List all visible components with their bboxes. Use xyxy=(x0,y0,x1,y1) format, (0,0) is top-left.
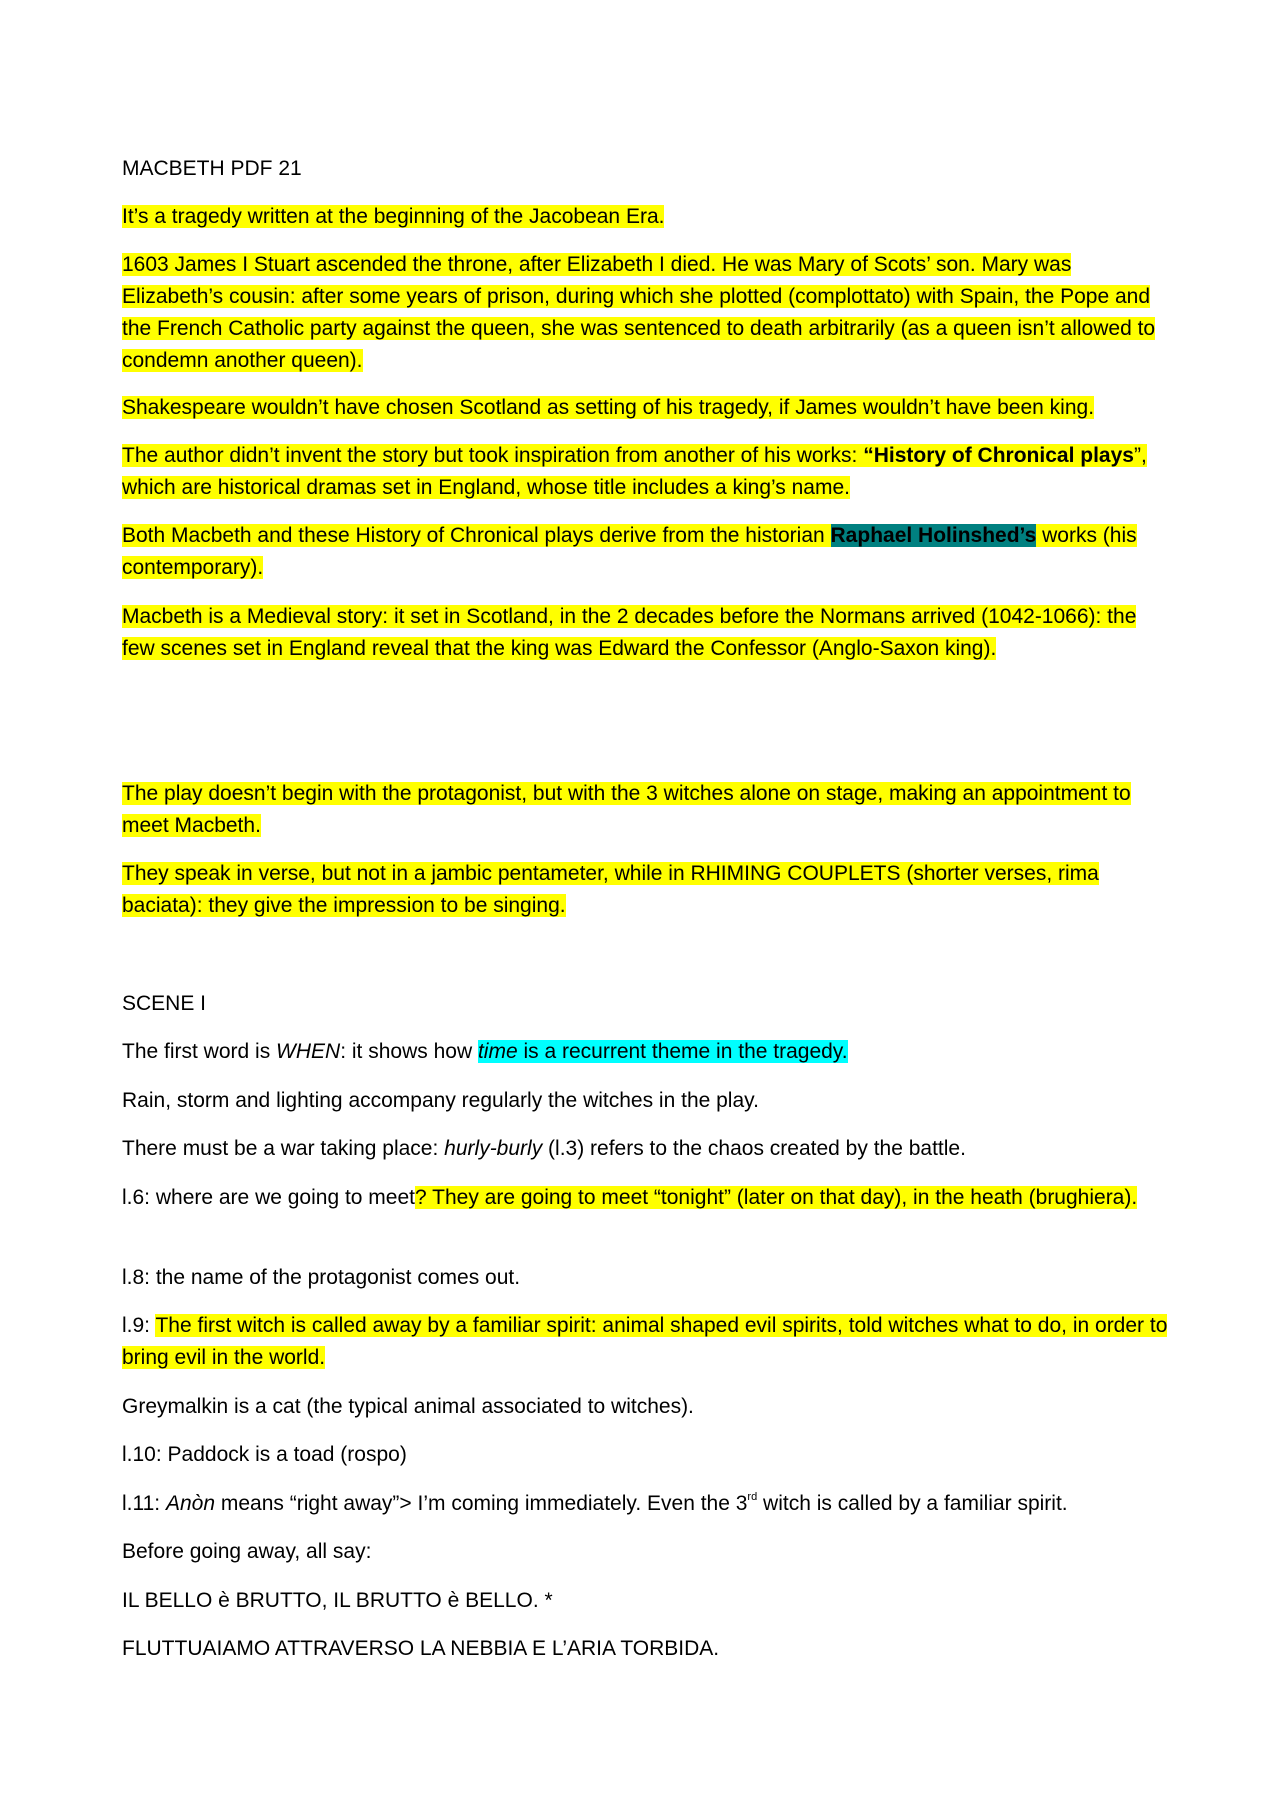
scene-first-word xyxy=(122,1036,1172,1068)
intro-p3-text: Shakespeare wouldn’t have chosen Scotland as setting of his tragedy, if James wouldn’t have been king. xyxy=(122,396,1095,419)
witches-paragraph-2 xyxy=(122,858,1172,922)
intro-p4-bold: “History of Chronical plays xyxy=(863,444,1134,467)
document-title xyxy=(122,153,1172,185)
intro-p5-holinshed: Raphael Holinshed’s xyxy=(830,524,1037,547)
intro-p4-text-b: ”, which are historical dramas set in England, whose title includes a king’s name. xyxy=(122,444,1147,499)
witches-p2-text: They speak in verse, but not in a jambic pentameter, while in RHIMING COUPLETS (shorter verses, rima baciata): they give the impression to be singing. xyxy=(122,862,1099,917)
scene-line-8 xyxy=(122,1262,1172,1294)
quote1-text: IL BELLO è BRUTTO, IL BRUTTO è BELLO. * xyxy=(122,1589,553,1612)
scene-heading xyxy=(122,988,1172,1020)
war-hurly-burly: hurly-burly xyxy=(444,1137,543,1160)
first-text-a: The first word is xyxy=(122,1040,277,1063)
l11-text-c: witch is called by a familiar spirit. xyxy=(757,1492,1068,1515)
war-text-a: There must be a war taking place: xyxy=(122,1137,445,1160)
scene-line-10 xyxy=(122,1439,1172,1471)
scene-quote-2 xyxy=(122,1633,1172,1665)
first-text-c: is a recurrent theme in the tragedy. xyxy=(517,1040,848,1063)
scene-rain xyxy=(122,1085,1172,1117)
grey-text: Greymalkin is a cat (the typical animal associated to witches). xyxy=(122,1395,694,1418)
l9-text-a: l.9: xyxy=(122,1314,156,1337)
intro-p4-text-a: The author didn’t invent the story but took inspiration from another of his works: xyxy=(122,444,864,467)
first-time: time xyxy=(477,1040,518,1063)
l9-text-b: The first witch is called away by a familiar spirit: animal shaped evil spirits, told witches what to do, in order to bring evil in the world. xyxy=(122,1314,1168,1369)
l11-text-a: l.11: xyxy=(122,1492,166,1515)
before-text: Before going away, all say: xyxy=(122,1540,372,1563)
scene-heading-text: SCENE I xyxy=(122,992,207,1015)
intro-paragraph-3 xyxy=(122,392,1172,424)
quote2-text: FLUTTUAIAMO ATTRAVERSO LA NEBBIA E L’ARIA TORBIDA. xyxy=(122,1637,720,1660)
l10-text: l.10: Paddock is a toad (rospo) xyxy=(122,1443,407,1466)
scene-greymalkin xyxy=(122,1391,1172,1423)
intro-p2-text: 1603 James I Stuart ascended the throne, after Elizabeth I died. He was Mary of Scots’ son. Mary was Elizabeth’s cousin: after some years of prison, during which she plotted (complottato) with Spain, the Pope and the French Catholic party against the queen, she was sentenced to death arbitrarily (as a queen isn’t allowed to condemn another queen). xyxy=(122,253,1156,372)
scene-war xyxy=(122,1133,1172,1165)
intro-paragraph-1 xyxy=(122,201,1172,233)
l11-superscript: rd xyxy=(747,1491,758,1503)
l6-text-b: ? They are going to meet “tonight” (later on that day), in the heath (brughiera). xyxy=(415,1186,1138,1209)
intro-paragraph-5 xyxy=(122,520,1172,584)
l11-anon: Anòn xyxy=(165,1492,216,1515)
scene-line-9 xyxy=(122,1310,1172,1374)
intro-p5-text-a: Both Macbeth and these History of Chronical plays derive from the historian xyxy=(122,524,831,547)
document-title-text: MACBETH PDF 21 xyxy=(122,157,302,180)
l6-text-a: l.6: where are we going to meet xyxy=(122,1186,415,1209)
intro-p5-text-b: works (his contemporary). xyxy=(122,524,1137,579)
first-text-b: : it shows how xyxy=(340,1040,478,1063)
witches-paragraph-1 xyxy=(122,778,1172,842)
intro-paragraph-2 xyxy=(122,249,1172,377)
scene-quote-1 xyxy=(122,1585,1172,1617)
l8-text: l.8: the name of the protagonist comes out. xyxy=(122,1266,521,1289)
scene-line-6 xyxy=(122,1182,1172,1214)
first-when: WHEN xyxy=(276,1040,341,1063)
rain-text: Rain, storm and lighting accompany regularly the witches in the play. xyxy=(122,1089,759,1112)
intro-paragraph-4 xyxy=(122,440,1172,504)
intro-p1-text: It’s a tragedy written at the beginning of the Jacobean Era. xyxy=(122,205,665,228)
witches-p1-text: The play doesn’t begin with the protagonist, but with the 3 witches alone on stage, making an appointment to meet Macbeth. xyxy=(122,782,1131,837)
war-text-b: (l.3) refers to the chaos created by the battle. xyxy=(542,1137,966,1160)
scene-before xyxy=(122,1536,1172,1568)
scene-line-11 xyxy=(122,1488,1172,1520)
intro-paragraph-6 xyxy=(122,601,1172,665)
intro-p6-text: Macbeth is a Medieval story: it set in Scotland, in the 2 decades before the Normans arrived (1042-1066): the few scenes set in England reveal that the king was Edward the Confessor (Anglo-Saxon king). xyxy=(122,605,1137,660)
l11-text-b: means “right away”> I’m coming immediately. Even the 3 xyxy=(215,1492,748,1515)
